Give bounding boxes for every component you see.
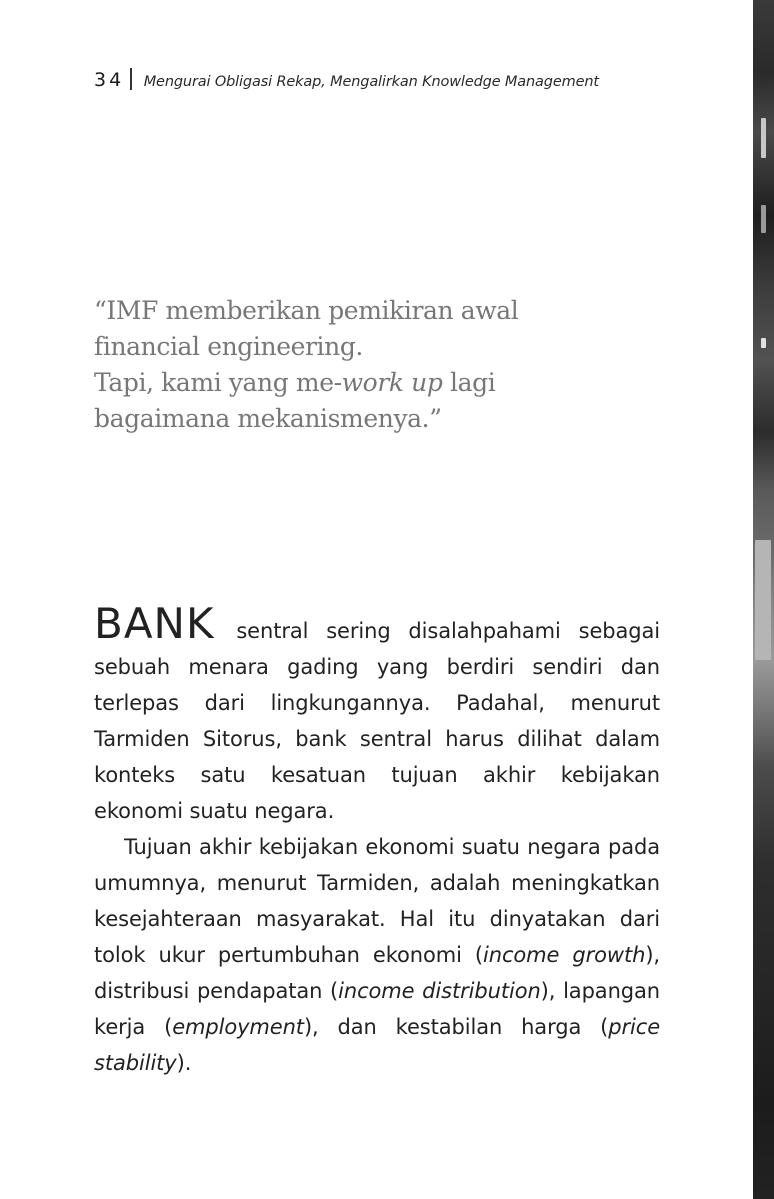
- paragraph-2-text-2: ), distribusi pendapatan (: [94, 943, 661, 1003]
- quote-line-3-end: lagi: [442, 368, 496, 397]
- running-title: Mengurai Obligasi Rekap, Mengalirkan Knowledge Management: [143, 74, 599, 90]
- paragraph-2-text-5: ).: [176, 1051, 192, 1075]
- paragraph-2-text-4: ), dan kestabilan harga (: [303, 1015, 609, 1039]
- quote-line-1: “IMF memberikan pemikiran awal: [94, 296, 519, 325]
- quote-line-3: [94, 365, 564, 401]
- photo-highlight: [755, 540, 771, 660]
- term-income-distribution: income distribution: [338, 979, 541, 1003]
- lead-word: BANK: [94, 599, 215, 648]
- pull-quote: [94, 293, 564, 437]
- photo-highlight: [761, 118, 766, 158]
- quote-line-3-italic: work up: [341, 368, 443, 397]
- paragraph-2-text-1: Tujuan akhir kebijakan ekonomi suatu negara pada umumnya, menurut Tarmiden, adalah meningkatkan kesejahteraan masyarakat. Hal itu dinyatakan dari tolok ukur pertumbuhan ekonomi (: [94, 835, 660, 967]
- photo-highlight: [761, 338, 766, 348]
- term-price-stability: price stability: [94, 1015, 661, 1075]
- paragraph-1: [94, 599, 660, 829]
- term-employment: employment: [172, 1015, 304, 1039]
- page-number: 34: [94, 69, 125, 91]
- body-text: [94, 599, 661, 1081]
- header-divider: [130, 68, 132, 90]
- paragraph-1-text: sentral sering disalahpahami sebagai sebuah menara gading yang berdiri sendiri dan terlepas dari lingkungannya. Padahal, menurut Tarmiden Sitorus, bank sentral harus dilihat dalam konteks satu kesatuan tujuan akhir kebijakan ekonomi suatu negara.: [94, 619, 660, 823]
- quote-line-4: bagaimana mekanismenya.”: [94, 404, 442, 433]
- term-income-growth: income growth: [483, 943, 646, 967]
- photo-highlight: [761, 205, 766, 233]
- paragraph-2: [94, 829, 660, 1081]
- quote-line-3-text: Tapi, kami yang me-: [94, 368, 342, 397]
- paragraph-2-text-3: ), lapangan kerja (: [94, 979, 660, 1039]
- running-header: [94, 64, 599, 91]
- photo-edge-image: [753, 0, 774, 1199]
- quote-line-2: financial engineering.: [94, 332, 363, 361]
